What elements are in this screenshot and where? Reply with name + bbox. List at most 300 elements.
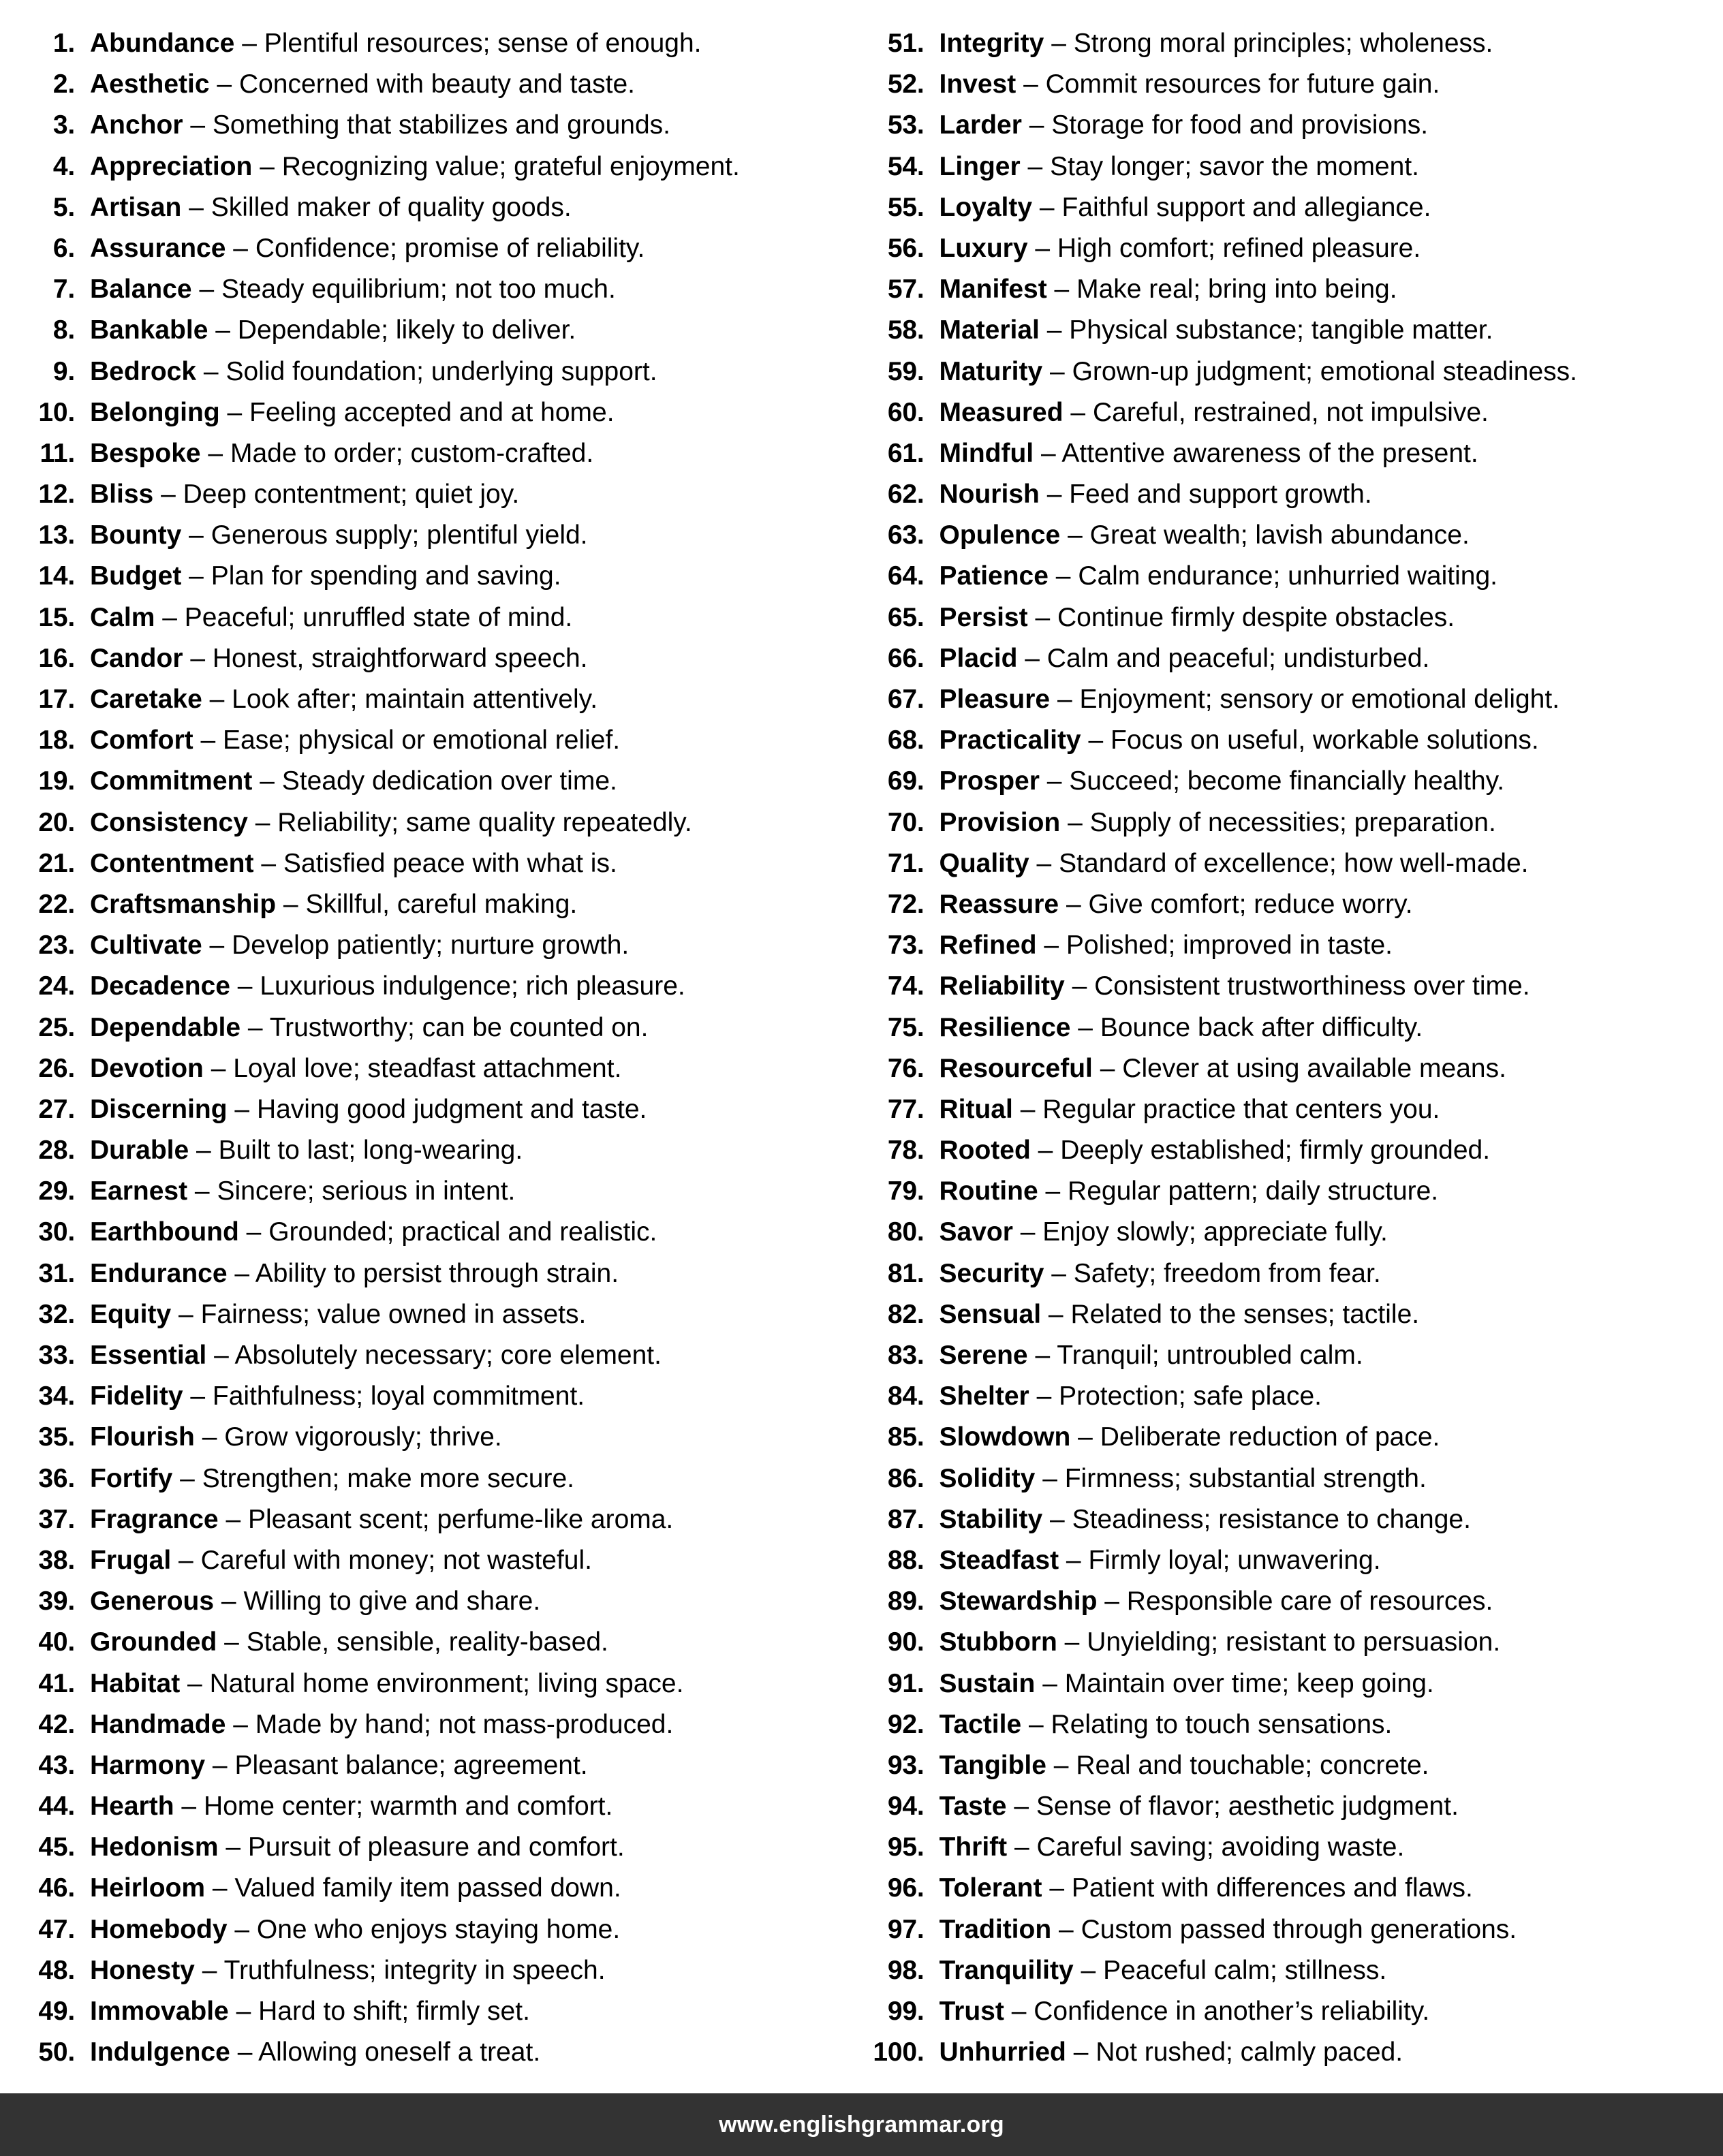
entry-definition: Absolutely necessary; core element. [234,1341,662,1370]
entry-separator-dash: – [181,1792,197,1822]
entry-body [90,1581,540,1622]
entry-term: Shelter [939,1381,1029,1411]
entry-separator-dash: – [1070,397,1086,427]
entry-term: Resilience [939,1012,1071,1042]
entry-body [940,1417,1440,1458]
entry-separator-dash: – [1040,438,1056,468]
entry-definition: Plentiful resources; sense of enough. [264,29,702,58]
entry-number: 2. [52,69,75,99]
entry-separator-dash: – [1078,1422,1093,1452]
entry-number: 32. [38,1299,75,1329]
entry-body [940,556,1498,597]
entry-body [940,392,1489,433]
entry-number: 24. [38,971,75,1001]
entry-body [90,310,576,351]
entry-definition: Deliberate reduction of pace. [1100,1422,1440,1452]
entry-number: 46. [38,1873,75,1903]
entry-body [940,23,1493,64]
entry-number: 45. [38,1832,75,1862]
entry-definition: Patient with differences and flaws. [1071,1873,1473,1903]
entry-term: Anchor [90,110,183,140]
entry-definition: Supply of necessities; preparation. [1089,807,1496,837]
entry-definition: Develop patiently; nurture growth. [232,931,630,960]
entry-body [940,1622,1501,1663]
entry-term: Maturity [939,356,1043,386]
entry-term: Honesty [90,1955,195,1985]
entry-body [940,146,1420,187]
entry-separator-dash: – [226,1504,241,1534]
entry-number: 97. [887,1914,925,1944]
entry-body [940,433,1478,474]
entry-separator-dash: – [1066,889,1081,919]
entry-number: 79. [887,1176,925,1206]
entry-term: Durable [90,1136,189,1166]
entry-number: 29. [38,1176,75,1206]
entry-number: 1. [52,29,75,58]
entry-body [90,1663,683,1704]
entry-body [90,269,616,310]
entry-term: Tangible [939,1750,1046,1780]
entry-number: 34. [38,1381,75,1411]
entry-definition: Grounded; practical and realistic. [268,1217,657,1247]
entry-number: 55. [887,192,925,222]
entry-body [90,187,572,228]
entry-term: Hearth [90,1792,174,1822]
entry-body [940,351,1577,392]
vocabulary-entry [873,228,1717,269]
entry-number: 25. [38,1012,75,1042]
vocabulary-entry [873,474,1717,515]
vocabulary-entry [23,1745,855,1786]
entry-term: Grounded [90,1627,217,1657]
entry-number: 98. [887,1955,925,1985]
entry-separator-dash: – [196,1136,211,1166]
entry-separator-dash: – [1051,1258,1066,1288]
entry-definition: Storage for food and provisions. [1051,110,1429,140]
entry-definition: Ease; physical or emotional relief. [223,725,621,755]
entry-separator-dash: – [1048,1299,1064,1329]
entry-body [90,597,572,638]
entry-separator-dash: – [190,1381,206,1411]
entry-body [90,1212,657,1253]
entry-separator-dash: – [1020,1217,1036,1247]
entry-term: Sustain [939,1668,1036,1698]
entry-separator-dash: – [189,520,204,550]
entry-definition: Steady equilibrium; not too much. [221,275,616,304]
entry-body [90,146,740,187]
entry-number: 85. [887,1422,925,1452]
entry-definition: Protection; safe place. [1059,1381,1322,1411]
entry-body [940,105,1429,146]
entry-definition: Deeply established; firmly grounded. [1060,1136,1491,1166]
vocabulary-entry [873,1622,1717,1663]
entry-definition: Steady dedication over time. [281,766,617,796]
entry-body [940,802,1496,843]
entry-separator-dash: – [187,1668,202,1698]
entry-body [940,638,1430,679]
entry-definition: Responsible care of resources. [1126,1587,1493,1616]
entry-definition: Continue firmly despite obstacles. [1057,602,1455,632]
entry-number: 26. [38,1053,75,1083]
entry-definition: Careful, restrained, not impulsive. [1092,397,1489,427]
entry-body [90,1827,625,1868]
entry-body [90,1868,621,1909]
entry-number: 19. [38,766,75,796]
vocabulary-entry [23,679,855,720]
entry-body [940,1950,1387,1991]
entry-number: 70. [887,807,925,837]
entry-separator-dash: – [1035,602,1051,632]
entry-separator-dash: – [233,1709,248,1739]
entry-term: Hedonism [90,1832,219,1862]
entry-separator-dash: – [189,192,204,222]
entry-body [940,1294,1420,1335]
entry-number: 18. [38,725,75,755]
entry-term: Routine [939,1176,1038,1206]
entry-separator-dash: – [1049,1873,1065,1903]
vocabulary-entry [23,843,855,884]
entry-term: Devotion [90,1053,204,1083]
entry-body [940,1335,1363,1376]
entry-number: 76. [887,1053,925,1083]
entry-definition: Not rushed; calmly paced. [1096,2037,1403,2067]
entry-separator-dash: – [261,848,277,878]
entry-number: 100. [873,2037,925,2067]
entry-separator-dash: – [1055,561,1071,591]
entry-definition: Maintain over time; keep going. [1064,1668,1434,1698]
entry-number: 53. [887,110,925,140]
entry-term: Invest [939,69,1016,99]
entry-separator-dash: – [1072,971,1087,1001]
entry-separator-dash: – [1100,1053,1115,1083]
entry-definition: Deep contentment; quiet joy. [183,480,520,510]
entry-separator-dash: – [1044,931,1059,960]
entry-number: 68. [887,725,925,755]
vocabulary-entry [23,1499,855,1540]
entry-body [940,2032,1403,2073]
entry-body [940,1089,1440,1130]
entry-definition: Sense of flavor; aesthetic judgment. [1036,1792,1459,1822]
entry-term: Assurance [90,233,226,263]
entry-number: 28. [38,1136,75,1166]
vocabulary-entry [873,1950,1717,1991]
entry-term: Larder [939,110,1022,140]
vocabulary-entry [23,720,855,761]
entry-separator-dash: – [1036,1381,1052,1411]
entry-separator-dash: – [1011,1997,1027,2026]
entry-separator-dash: – [202,1422,217,1452]
vocabulary-entry [873,1991,1717,2032]
entry-definition: Peaceful; unruffled state of mind. [184,602,573,632]
entry-definition: Faithfulness; loyal commitment. [212,1381,585,1411]
entry-definition: Confidence in another’s reliability. [1034,1997,1430,2026]
vocabulary-entry [23,1458,855,1499]
entry-definition: Pleasant balance; agreement. [234,1750,588,1780]
entry-term: Mindful [939,438,1034,468]
entry-body [940,228,1421,269]
entry-number: 43. [38,1750,75,1780]
entry-definition: Fairness; value owned in assets. [200,1299,587,1329]
entry-separator-dash: – [1051,29,1066,58]
entry-term: Reassure [939,889,1059,919]
entry-term: Fragrance [90,1504,219,1534]
entry-term: Tactile [939,1709,1022,1739]
entry-number: 27. [38,1094,75,1124]
entry-number: 42. [38,1709,75,1739]
vocabulary-entry [23,1909,855,1950]
entry-separator-dash: – [212,1750,228,1780]
entry-separator-dash: – [255,807,270,837]
entry-number: 16. [38,643,75,673]
entry-separator-dash: – [194,1176,210,1206]
entry-definition: Firmly loyal; unwavering. [1088,1545,1381,1575]
vocabulary-entry [23,925,855,966]
entry-term: Caretake [90,685,202,714]
entry-body [90,1376,585,1417]
vocabulary-entry [23,966,855,1007]
entry-term: Harmony [90,1750,206,1780]
entry-term: Heirloom [90,1873,206,1903]
vocabulary-entry [873,1827,1717,1868]
entry-separator-dash: – [1066,1545,1081,1575]
entry-number: 54. [887,151,925,181]
entry-body [940,1704,1393,1745]
entry-number: 96. [887,1873,925,1903]
entry-body [940,843,1529,884]
entry-number: 67. [887,685,925,714]
entry-definition: Real and touchable; concrete. [1076,1750,1429,1780]
vocabulary-entry [23,556,855,597]
entry-term: Cultivate [90,931,202,960]
entry-definition: Allowing oneself a treat. [258,2037,541,2067]
entry-term: Balance [90,275,192,304]
entry-separator-dash: – [234,1258,250,1288]
entry-separator-dash: – [203,356,219,386]
vocabulary-entry [873,515,1717,556]
entry-definition: Skilled maker of quality goods. [211,192,572,222]
entry-number: 36. [38,1463,75,1493]
entry-definition: Faithful support and allegiance. [1061,192,1431,222]
entry-body [90,1786,612,1827]
entry-number: 35. [38,1422,75,1452]
entry-definition: Skillful, careful making. [305,889,578,919]
entry-body [940,269,1397,310]
entry-definition: Concerned with beauty and taste. [238,69,635,99]
entry-number: 14. [38,561,75,591]
entry-number: 56. [887,233,925,263]
entry-definition: Careful with money; not wasteful. [200,1545,592,1575]
vocabulary-entry [873,1007,1717,1048]
entry-separator-dash: – [233,233,248,263]
entry-separator-dash: – [190,643,206,673]
entry-number: 81. [887,1258,925,1288]
entry-definition: Truthfulness; integrity in speech. [223,1955,606,1985]
entry-body [940,1868,1473,1909]
vocabulary-entry [23,1827,855,1868]
entry-term: Aesthetic [90,69,210,99]
entry-definition: Home center; warmth and comfort. [203,1792,613,1822]
entry-body [90,638,588,679]
entry-body [90,64,635,105]
entry-definition: Stay longer; savor the moment. [1050,151,1419,181]
entry-definition: Unyielding; resistant to persuasion. [1087,1627,1501,1657]
vocabulary-entry [873,884,1717,925]
entry-number: 94. [887,1792,925,1822]
entry-body [90,884,577,925]
vocabulary-entry [873,351,1717,392]
entry-body [90,966,685,1007]
vocabulary-entry [23,1417,855,1458]
vocabulary-entry [23,1663,855,1704]
vocabulary-entry [873,966,1717,1007]
entry-definition: Ability to persist through strain. [255,1258,619,1288]
entry-definition: Safety; freedom from fear. [1073,1258,1381,1288]
vocabulary-entry [23,1622,855,1663]
entry-separator-dash: – [1046,480,1062,510]
entry-term: Refined [939,931,1037,960]
entry-term: Dependable [90,1012,241,1042]
entry-term: Bounty [90,520,182,550]
entry-number: 5. [52,192,75,222]
vocabulary-entry [23,515,855,556]
entry-body [940,515,1470,556]
entry-term: Integrity [939,29,1044,58]
entry-separator-dash: – [1053,1750,1069,1780]
vocabulary-column-left [0,23,862,2093]
entry-body [90,720,620,761]
vocabulary-entry [23,1253,855,1294]
vocabulary-entry [23,392,855,433]
entry-body [940,64,1440,105]
entry-definition: Firmness; substantial strength. [1064,1463,1427,1493]
entry-separator-dash: – [214,1341,229,1370]
vocabulary-entry [873,105,1717,146]
entry-definition: Valued family item passed down. [234,1873,621,1903]
entry-number: 71. [887,848,925,878]
entry-definition: Made to order; custom-crafted. [230,438,594,468]
entry-body [940,1007,1423,1048]
entry-body [940,1991,1430,2032]
entry-body [90,1499,673,1540]
entry-number: 10. [38,397,75,427]
entry-number: 21. [38,848,75,878]
entry-number: 58. [887,315,925,345]
entry-body [90,1745,588,1786]
vocabulary-entry [873,1909,1717,1950]
entry-body [940,474,1372,515]
vocabulary-entry [873,433,1717,474]
entry-separator-dash: – [226,1832,241,1862]
entry-body [90,1171,515,1212]
entry-separator-dash: – [215,315,230,345]
entry-definition: Steadiness; resistance to change. [1072,1504,1471,1534]
vocabulary-entry [873,1499,1717,1540]
entry-separator-dash: – [1068,520,1083,550]
entry-separator-dash: – [1020,1094,1036,1124]
entry-separator-dash: – [236,1997,251,2026]
vocabulary-entry [23,1335,855,1376]
entry-body [940,1663,1434,1704]
entry-number: 69. [887,766,925,796]
entry-number: 73. [887,931,925,960]
entry-definition: Enjoy slowly; appreciate fully. [1042,1217,1388,1247]
entry-term: Fidelity [90,1381,183,1411]
vocabulary-entry [873,269,1717,310]
entry-definition: Pursuit of pleasure and comfort. [247,1832,625,1862]
entry-term: Contentment [90,848,254,878]
entry-definition: Tranquil; untroubled calm. [1057,1341,1363,1370]
entry-term: Belonging [90,397,220,427]
entry-body [90,351,657,392]
entry-body [90,1622,608,1663]
entry-separator-dash: – [1036,848,1052,878]
entry-number: 48. [38,1955,75,1985]
entry-separator-dash: – [202,1955,217,1985]
entry-body [90,1007,648,1048]
vocabulary-entry [873,802,1717,843]
entry-body [940,310,1493,351]
vocabulary-entry [23,1089,855,1130]
entry-number: 50. [38,2037,75,2067]
entry-definition: Clever at using available means. [1122,1053,1506,1083]
entry-number: 74. [887,971,925,1001]
entry-definition: Custom passed through generations. [1081,1914,1517,1944]
entry-number: 9. [52,356,75,386]
entry-body [90,1704,673,1745]
vocabulary-entry [23,310,855,351]
vocabulary-column-right [862,23,1723,2093]
entry-body [90,1048,621,1089]
entry-body [940,1499,1471,1540]
entry-number: 15. [38,602,75,632]
entry-body [940,966,1530,1007]
entry-term: Earthbound [90,1217,239,1247]
entry-number: 51. [887,29,925,58]
entry-body [940,884,1413,925]
entry-term: Rooted [939,1136,1031,1166]
entry-body [90,761,617,802]
entry-term: Indulgence [90,2037,230,2067]
entry-body [940,1130,1491,1171]
entry-separator-dash: – [227,397,243,427]
entry-term: Prosper [939,766,1040,796]
entry-separator-dash: – [1046,315,1062,345]
vocabulary-entry [23,1048,855,1089]
entry-body [90,228,645,269]
vocabulary-entry [873,1786,1717,1827]
entry-separator-dash: – [1054,275,1070,304]
entry-separator-dash: – [1029,1709,1044,1739]
entry-number: 65. [887,602,925,632]
entry-separator-dash: – [1023,69,1038,99]
entry-separator-dash: – [217,69,232,99]
entry-definition: Generous supply; plentiful yield. [211,520,588,550]
entry-definition: Plan for spending and saving. [211,561,561,591]
vocabulary-entry [873,187,1717,228]
vocabulary-entry [23,1581,855,1622]
entry-body [90,105,670,146]
entry-separator-dash: – [234,1914,250,1944]
vocabulary-entry [873,1171,1717,1212]
entry-term: Equity [90,1299,172,1329]
entry-body [940,597,1455,638]
entry-separator-dash: – [1050,1504,1065,1534]
entry-definition: Natural home environment; living space. [209,1668,684,1698]
entry-body [90,1335,662,1376]
entry-body [90,1294,586,1335]
entry-term: Bliss [90,480,154,510]
entry-term: Quality [939,848,1029,878]
